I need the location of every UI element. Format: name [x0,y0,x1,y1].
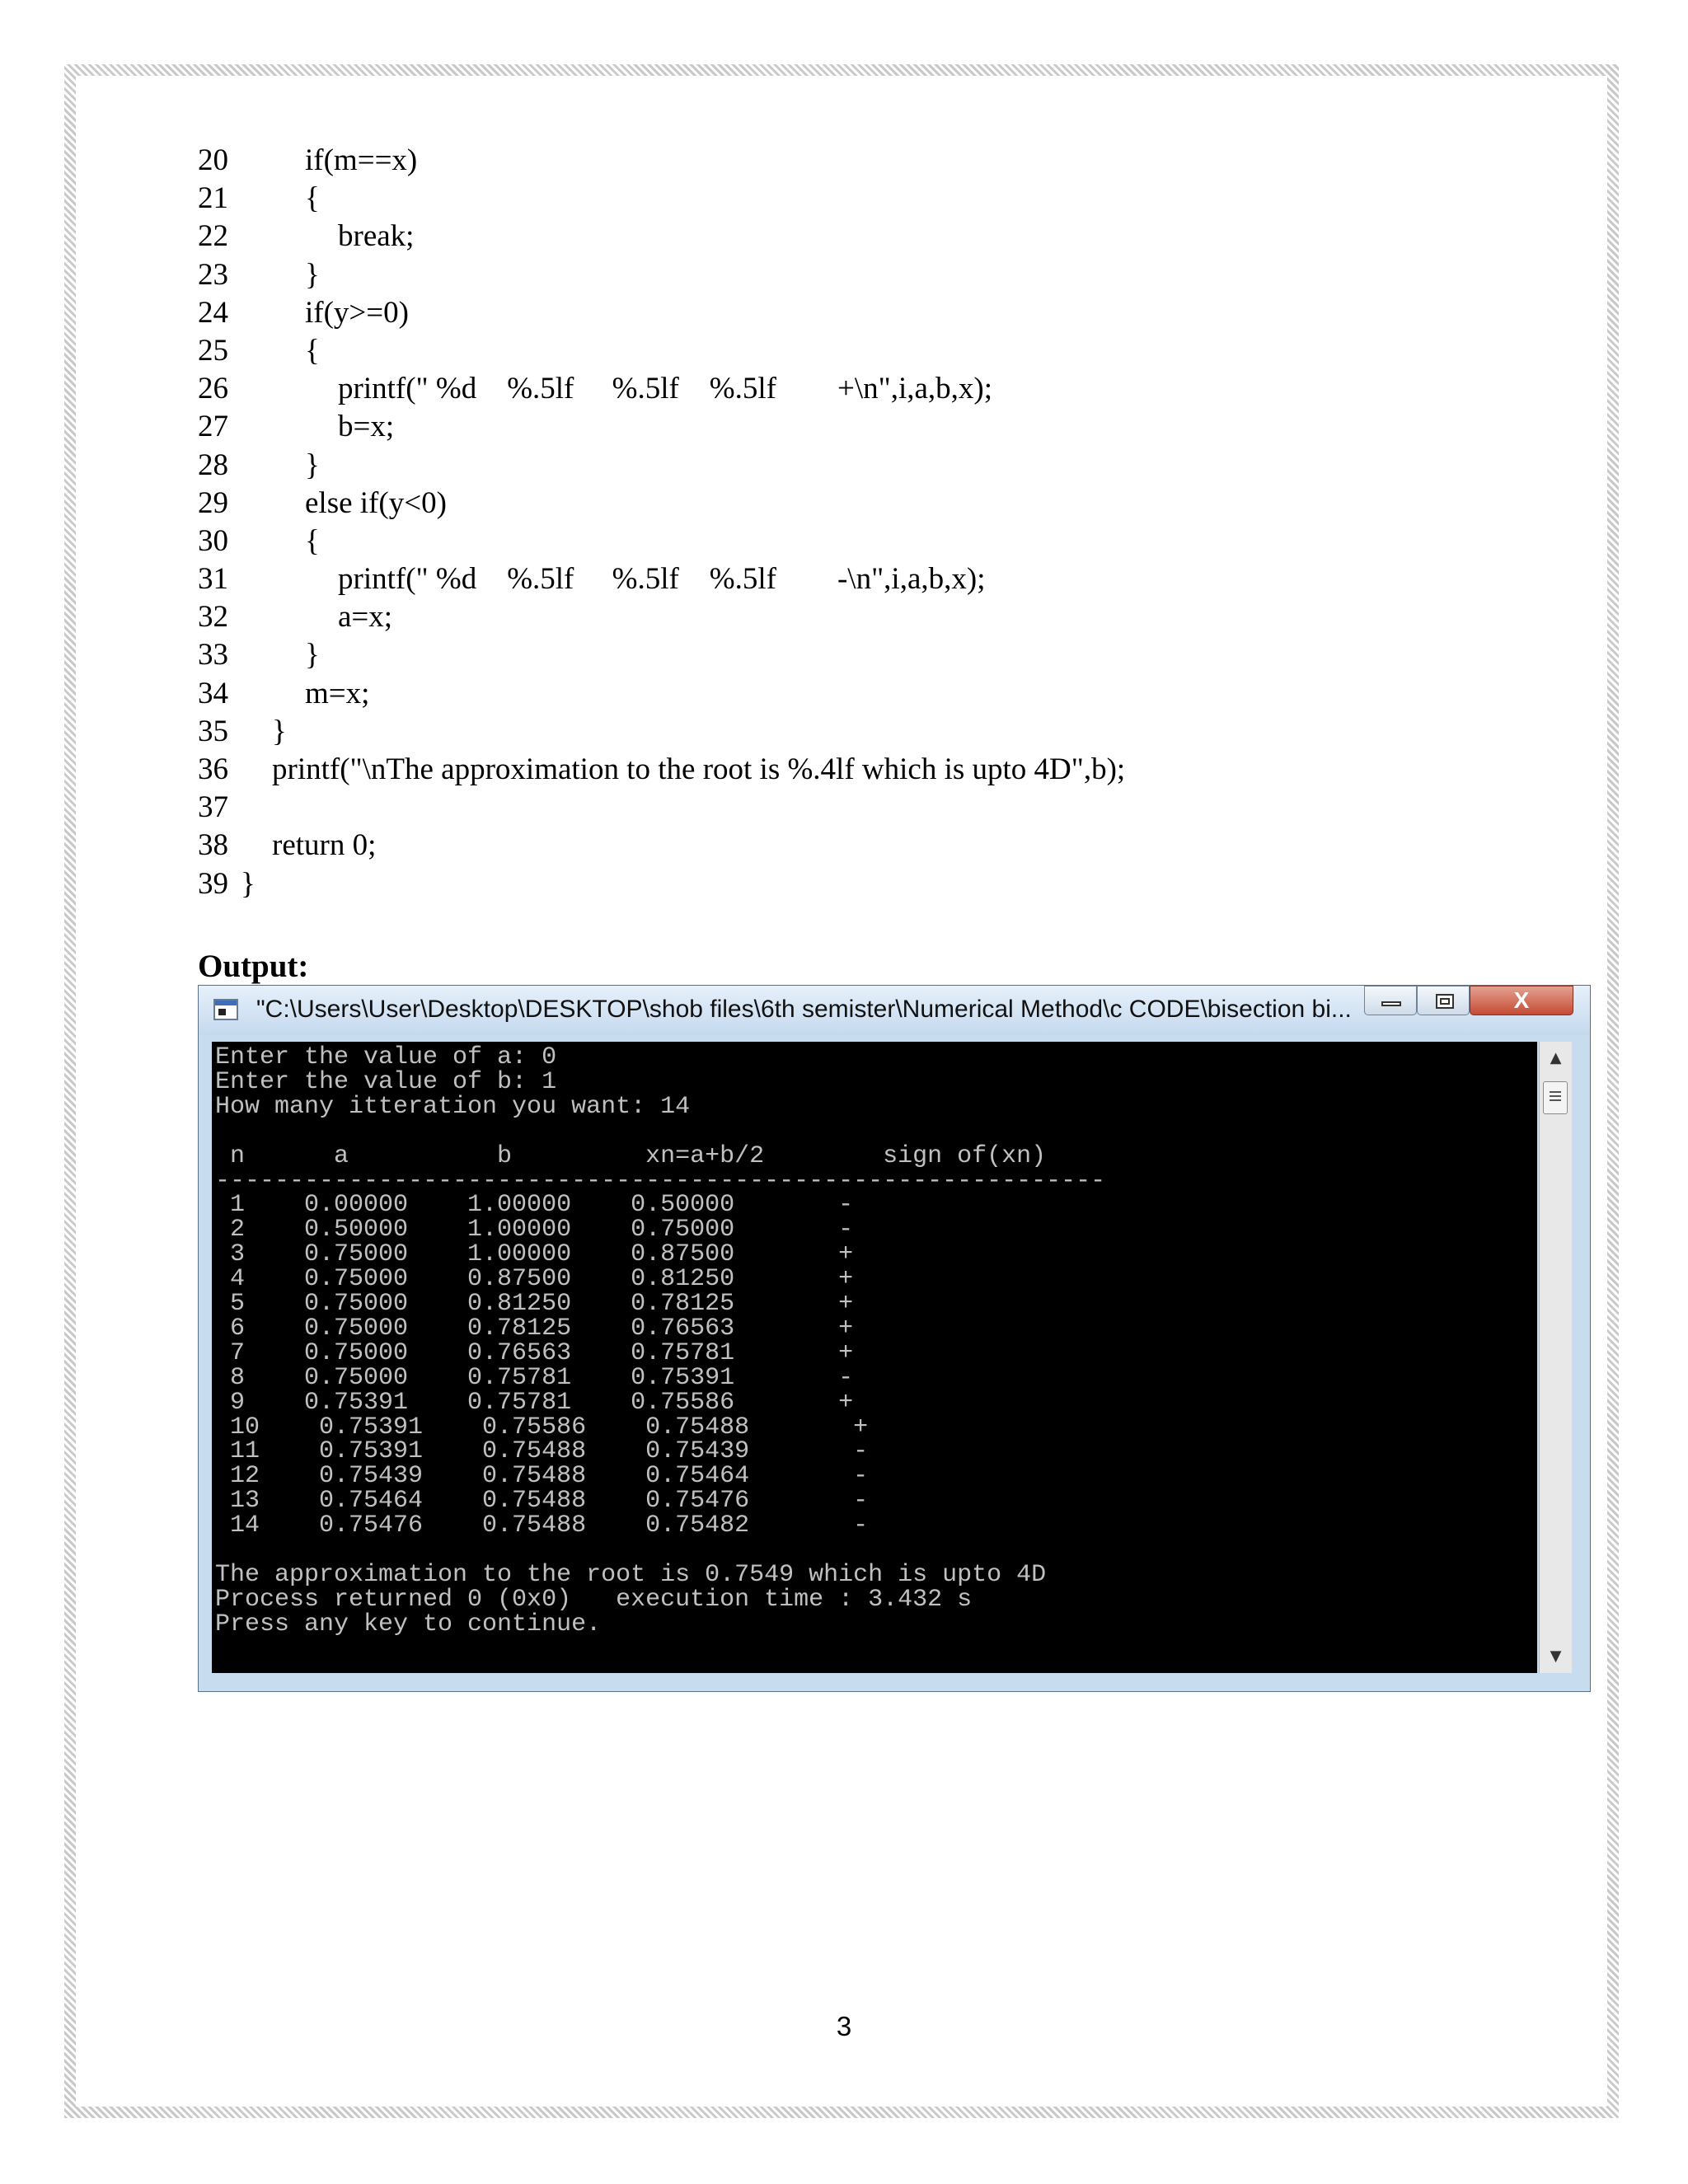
console-line: 6 0.75000 0.78125 0.76563 + [215,1314,854,1343]
line-number: 25 [198,333,228,368]
line-number: 31 [198,562,228,597]
line-number: 29 [198,485,228,520]
console-line: Enter the value of b: 1 [215,1067,557,1096]
maximize-icon [1436,994,1454,1009]
code-text: break; [338,219,415,254]
console-line: ------------------------------------------------------------ [215,1166,1106,1195]
console-line: Process returned 0 (0x0) execution time : 3.432 s [215,1585,973,1614]
line-number: 35 [198,714,228,748]
console-line: 8 0.75000 0.75781 0.75391 - [215,1363,854,1392]
code-text: { [305,181,320,216]
scroll-down-arrow-icon[interactable]: ▼ [1550,1647,1562,1665]
line-number: 32 [198,600,228,635]
vertical-scrollbar[interactable] [1539,1042,1572,1673]
code-text: } [305,257,320,292]
code-text: { [305,523,320,558]
line-number: 26 [198,372,228,406]
scroll-thumb[interactable] [1543,1081,1568,1114]
line-number: 23 [198,257,228,292]
console-line: 2 0.50000 1.00000 0.75000 - [215,1216,854,1244]
console-line: 12 0.75439 0.75488 0.75464 - [215,1462,869,1491]
console-line: 3 0.75000 1.00000 0.87500 + [215,1240,854,1269]
code-text: a=x; [338,600,393,635]
code-text: if(y>=0) [305,295,409,330]
code-text: printf(" %d %.5lf %.5lf %.5lf +\n",i,a,b,x); [338,372,993,406]
code-text: if(m==x) [305,143,418,177]
code-text: } [305,448,320,482]
line-number: 38 [198,828,228,863]
code-text: b=x; [338,410,395,444]
console-line: 9 0.75391 0.75781 0.75586 + [215,1388,854,1417]
code-text: return 0; [272,828,377,863]
line-number: 28 [198,448,228,482]
code-text: else if(y<0) [305,485,447,520]
line-number: 22 [198,219,228,254]
window-title-bar[interactable] [199,986,1590,1035]
line-number: 36 [198,752,228,786]
minimize-button[interactable] [1364,986,1417,1015]
console-line: Enter the value of a: 0 [215,1043,557,1071]
console-line: n a b xn=a+b/2 sign of(xn) [215,1141,1047,1170]
console-window [198,985,1591,1692]
window-title: "C:\Users\User\Desktop\DESKTOP\shob files\6th semister\Numerical Method\c CODE\bisection bi... [256,996,1352,1023]
console-line: 11 0.75391 0.75488 0.75439 - [215,1437,869,1466]
minimize-icon [1381,1001,1401,1006]
line-number: 27 [198,410,228,444]
console-line: 4 0.75000 0.87500 0.81250 + [215,1265,854,1294]
close-icon: X [1513,987,1530,1013]
code-text: } [272,714,287,748]
line-number: 30 [198,523,228,558]
line-number: 21 [198,181,228,216]
maximize-button[interactable] [1417,986,1470,1015]
output-heading: Output: [198,949,309,984]
code-text: m=x; [305,676,370,710]
page-number: 3 [836,2011,852,2041]
console-output[interactable] [212,1042,1537,1673]
code-text: { [305,333,320,368]
line-number: 20 [198,143,228,177]
console-line: 13 0.75464 0.75488 0.75476 - [215,1487,869,1516]
console-line: 7 0.75000 0.76563 0.75781 + [215,1338,854,1367]
console-line: The approximation to the root is 0.7549 which is upto 4D [215,1560,1047,1589]
code-text: printf(" %d %.5lf %.5lf %.5lf -\n",i,a,b,x); [338,562,986,597]
line-number: 33 [198,638,228,673]
code-text: } [241,866,256,901]
console-line: 5 0.75000 0.81250 0.78125 + [215,1290,854,1318]
line-number: 24 [198,295,228,330]
close-button[interactable] [1470,986,1573,1015]
line-number: 34 [198,676,228,710]
console-app-icon[interactable] [213,999,238,1020]
console-line: 10 0.75391 0.75586 0.75488 + [215,1413,869,1441]
console-line: Press any key to continue. [215,1610,602,1638]
code-text: } [305,638,320,673]
scroll-up-arrow-icon[interactable]: ▲ [1550,1049,1562,1066]
console-line: How many itteration you want: 14 [215,1092,691,1121]
line-number: 39 [198,866,228,901]
line-number: 37 [198,790,228,825]
console-line: 14 0.75476 0.75488 0.75482 - [215,1511,869,1540]
console-line: 1 0.00000 1.00000 0.50000 - [215,1191,854,1220]
code-text: printf("\nThe approximation to the root is %.4lf which is upto 4D",b); [272,752,1126,786]
